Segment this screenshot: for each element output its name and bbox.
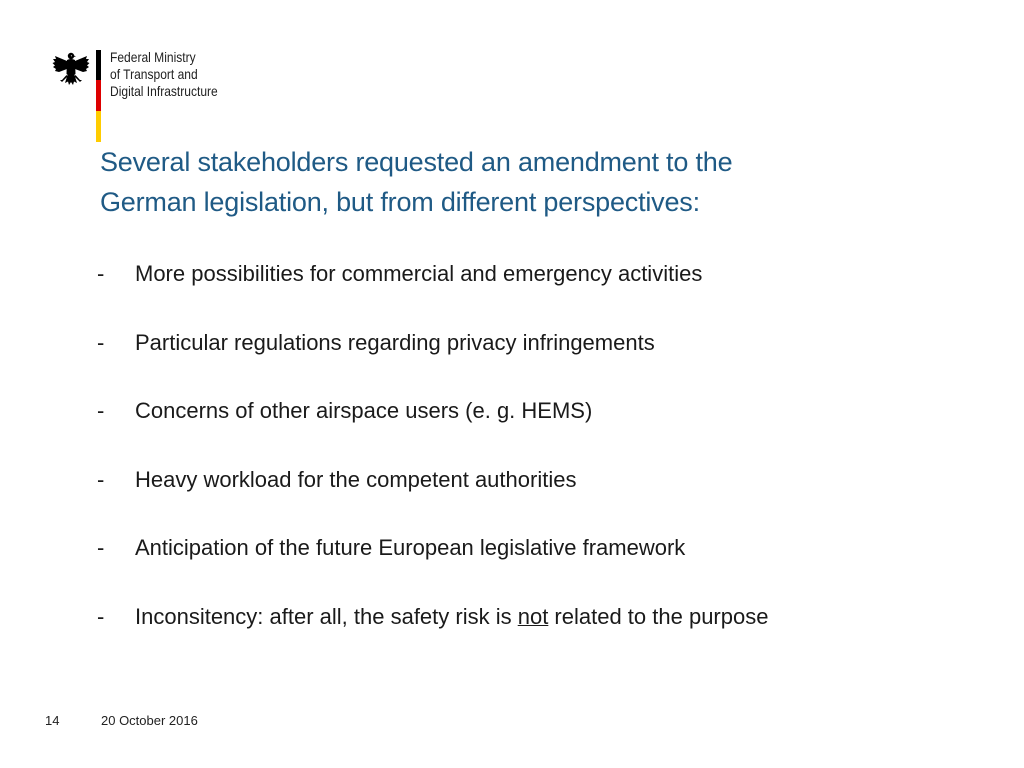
bullet-text-before: Inconsitency: after all, the safety risk is: [135, 603, 518, 629]
page-number: 14: [45, 713, 60, 728]
bullet-text: More possibilities for commercial and emergency activities: [135, 261, 703, 286]
bullet-text: Concerns of other airspace users (e. g. HEMS): [135, 398, 593, 423]
german-flag-bar: [96, 50, 101, 142]
slide-title-line-1: Several stakeholders requested an amendment to the: [100, 147, 733, 177]
bullet-text: Particular regulations regarding privacy infringements: [135, 329, 655, 355]
bullet-item: [97, 327, 977, 396]
flag-stripe-red: [96, 80, 101, 111]
flag-stripe-black: [96, 50, 101, 80]
bullet-list: [97, 258, 977, 669]
ministry-line-1: Federal Ministry: [110, 49, 196, 65]
bullet-item: [97, 532, 977, 601]
federal-eagle-icon: [52, 50, 90, 92]
bullet-item: [97, 464, 977, 533]
bullet-item: [97, 601, 977, 670]
bullet-text-after: related to the purpose: [548, 603, 769, 629]
bullet-marker: -: [97, 603, 105, 629]
bullet-marker: -: [97, 398, 105, 423]
bullet-marker: -: [97, 329, 105, 355]
bullet-text: [135, 601, 768, 633]
ministry-line-3: Digital Infrastructure: [110, 83, 218, 99]
bullet-marker: -: [97, 535, 105, 560]
ministry-name: [110, 49, 218, 100]
bullet-marker: -: [97, 466, 105, 492]
bullet-text: Heavy workload for the competent authorities: [135, 466, 577, 492]
ministry-line-2: of Transport and: [110, 66, 198, 82]
bullet-marker: -: [97, 261, 105, 286]
slide-title-line-2: German legislation, but from different perspectives:: [100, 187, 700, 217]
ministry-logo: [50, 46, 270, 142]
bullet-item: [97, 395, 977, 464]
bullet-text: Anticipation of the future European legislative framework: [135, 535, 686, 560]
slide-title: [100, 142, 920, 222]
bullet-item: [97, 258, 977, 327]
footer-date: 20 October 2016: [101, 713, 198, 728]
bullet-text-underlined: not: [517, 603, 549, 629]
flag-stripe-gold: [96, 111, 101, 142]
